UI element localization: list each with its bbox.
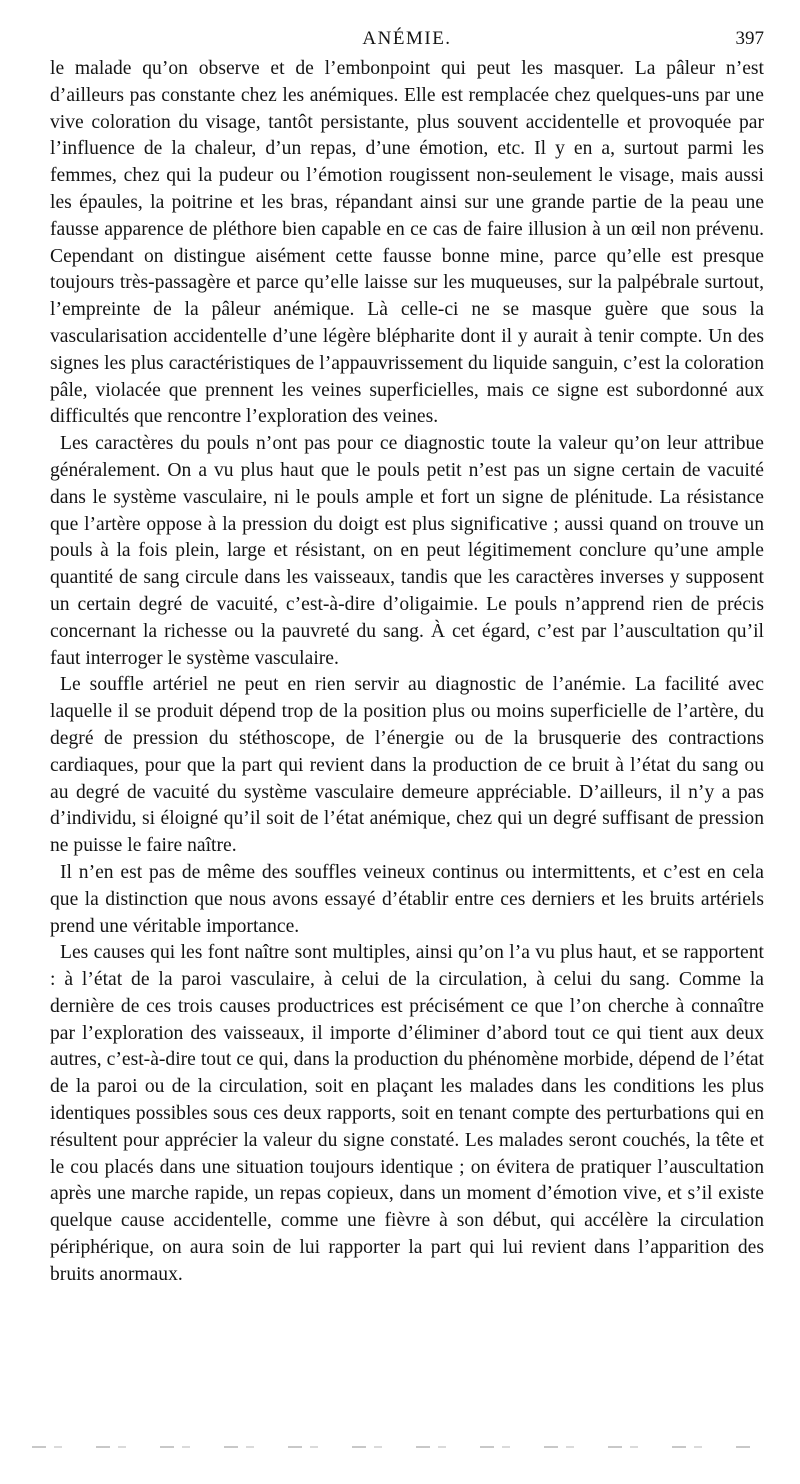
book-page (50, 22, 764, 1289)
paragraph-causes: Les causes qui les font naître sont multiples, ainsi qu’on l’a vu plus haut, et se rapportent : à l’état de la paroi vasculaire, à celui de la circulation, à celui du sang. Comme la dernière de ces trois causes productrices est précisément ce que l’on cherche à connaître par l’exploration des vaisseaux, il importe d’éliminer d’abord tout ce qui tient aux deux autres, c’est-à-dire tout ce qui, dans la production du phénomène morbide, dépend de l’état de la paroi ou de la circulation, soit en plaçant les malades dans les conditions les plus identiques possibles sous ces deux rapports, soit en tenant compte des perturbations qui en résultent pour apprécier la valeur du signe constaté. Les malades seront couchés, la tête et le cou placés dans une situation toujours identique ; on évitera de pratiquer l’auscultation après une marche rapide, un repas copieux, dans un moment d’émotion vive, et s’il existe quelque cause accidentelle, comme une fièvre à son début, qui accélère la circulation périphérique, on aura soin de lui rapporter la part qui lui revient dans l’apparition des bruits anormaux. (50, 942, 764, 1285)
paragraph-pulse: Les caractères du pouls n’ont pas pour ce diagnostic toute la valeur qu’on leur attribue généralement. On a vu plus haut que le pouls petit n’est pas un signe certain de vacuité dans le système vasculaire, ni le pouls ample et fort un signe de plénitude. La résistance que l’artère oppose à la pression du doigt est plus significative ; aussi quand on trouve un pouls à la fois plein, large et résistant, on en peut légitimement conclure qu’une ample quantité de sang circule dans les vaisseaux, tandis que les caractères inverses y supposent un certain degré de vacuité, c’est-à-dire d’oligaimie. Le pouls n’apprend rien de précis concernant la richesse ou la pauvreté du sang. À cet égard, c’est par l’auscultation qu’il faut interroger le système vasculaire. (50, 433, 764, 669)
paragraph-pallor: le malade qu’on observe et de l’embonpoint qui peut les masquer. La pâleur n’est d’ailleurs pas constante chez les anémiques. Elle est remplacée chez quelques-uns par une vive coloration du visage, tantôt persistante, plus souvent accidentelle et provoquée par l’influence de la chaleur, d’un repas, d’une émotion, etc. Il y en a, surtout parmi les femmes, chez qui la pudeur ou l’émotion rougissent non-seulement le visage, mais aussi les épaules, la poitrine et les bras, répandant ainsi sur une grande partie de la peau une fausse apparence de pléthore bien capable en ce cas de faire illusion à un œil non prévenu. Cependant on distingue aisément cette fausse bonne mine, parce qu’elle est presque toujours très-passagère et parce qu’elle laisse sur les muqueuses, sur la palpébrale surtout, l’empreinte de la pâleur anémique. Là celle-ci ne se masque guère que sous la vascularisation accidentelle d’une légère blépharite dont il y aurait à tenir compte. Un des signes les plus caractéristiques de l’appauvrissement du liquide sanguin, c’est la coloration pâle, violacée que prennent les veines superficielles, mais ce signe est subordonné aux difficultés que rencontre l’exploration des veines. (50, 58, 764, 428)
page-number: 397 (735, 28, 764, 49)
paragraph-venous-murmurs: Il n’en est pas de même des souffles veineux continus ou intermittents, et c’est en cela que la distinction que nous avons essayé d’établir entre ces derniers et les bruits artériels prend une véritable importance. (50, 861, 764, 937)
page-header (50, 22, 764, 52)
running-title: ANÉMIE. (362, 28, 452, 49)
paragraph-arterial-murmur: Le souffle artériel ne peut en rien servir au diagnostic de l’anémie. La facilité avec laquelle il se produit dépend trop de la position plus ou moins superficielle de l’artère, du degré de pression du stéthoscope, de l’énergie ou de la brusquerie des contractions cardiaques, pour que la part qui revient dans la production de ce bruit à l’état du sang ou au degré de vacuité du système vasculaire demeure appréciable. D’ailleurs, il n’y a pas d’individu, si éloigné qu’il soit de l’état anémique, chez qui un degré suffisant de pression ne puisse le faire naître. (50, 674, 764, 857)
footer-print-marks (32, 1446, 752, 1448)
body-text (50, 56, 764, 1289)
